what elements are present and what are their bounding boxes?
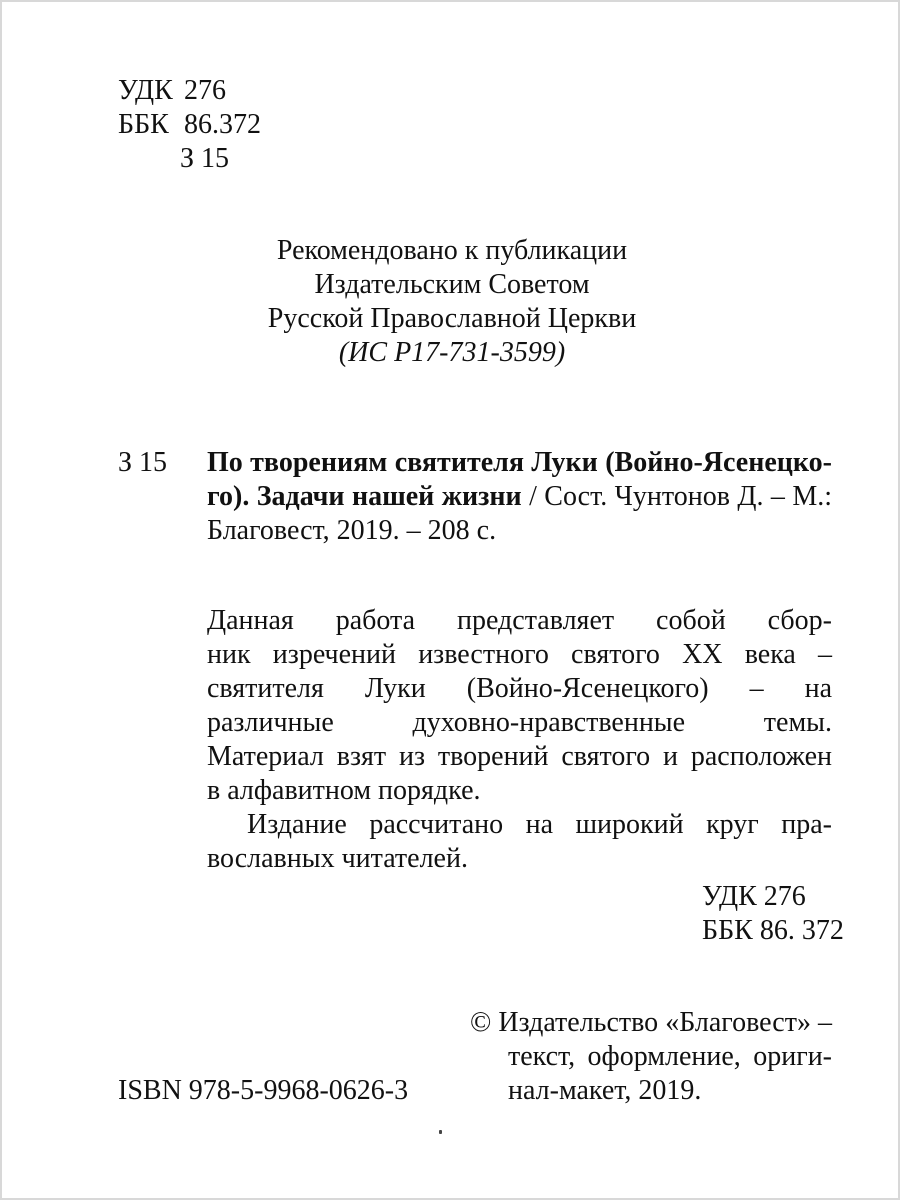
bibliographic-description xyxy=(207,446,832,548)
classification-top xyxy=(118,74,261,176)
bbk-row xyxy=(118,108,261,142)
copyright-line-2: текст, оформление, ориги- xyxy=(508,1041,832,1072)
recommendation-code: (ИС Р17-731-3599) xyxy=(338,337,566,368)
annotation-line-7: Издание рассчитано на широкий круг пра- xyxy=(247,809,832,840)
annotation-line-3: святителя Луки (Войно-Ясенецкого) – на xyxy=(207,673,832,704)
copyright-line-3: нал-макет, 2019. xyxy=(508,1075,702,1106)
recommendation-line-1: Рекомендовано к публикации xyxy=(276,235,628,266)
udk-label: УДК xyxy=(118,75,173,106)
copyright-block xyxy=(470,1006,832,1108)
isbn: ISBN 978-5-9968-0626-3 xyxy=(118,1075,409,1106)
udk-bottom: УДК 276 xyxy=(702,881,806,912)
annotation-line-4: различные духовно-нравственные темы. xyxy=(207,707,832,738)
biblio-line-2 xyxy=(207,480,832,514)
bbk-value: 86.372 xyxy=(184,109,261,140)
copyright-line-1: © Издательство «Благовест» – xyxy=(470,1007,832,1038)
annotation-line-5: Материал взят из творений святого и расположен xyxy=(207,741,832,772)
annotation-line-6: в алфавитном порядке. xyxy=(207,775,481,806)
recommendation-line-3: Русской Православной Церкви xyxy=(267,303,637,334)
biblio-compiler: / Сост. Чунтонов Д. – М.: xyxy=(521,481,832,512)
annotation-line-8: вославных читателей. xyxy=(207,843,468,874)
author-code: З 15 xyxy=(180,143,230,174)
udk-row xyxy=(118,74,261,108)
classification-bottom xyxy=(702,880,844,948)
annotation-line-1: Данная работа представляет собой сбор- xyxy=(207,605,832,636)
bbk-bottom: ББК 86. 372 xyxy=(702,915,844,946)
recommendation-line-2: Издательским Советом xyxy=(314,269,590,300)
biblio-author-code: З 15 xyxy=(118,447,168,478)
bbk-label: ББК xyxy=(118,109,169,140)
print-speck xyxy=(439,1130,442,1134)
recommendation-block xyxy=(2,234,900,370)
annotation-block xyxy=(207,604,832,876)
biblio-title-part-2: го). Задачи нашей жизни xyxy=(207,481,522,512)
biblio-line-3: Благовест, 2019. – 208 с. xyxy=(207,515,497,546)
biblio-title-part-1: По творениям святителя Луки (Войно-Ясенецко- xyxy=(207,447,832,478)
biblio-line-1 xyxy=(207,446,832,480)
annotation-line-2: ник изречений известного святого XX века – xyxy=(207,639,832,670)
udk-value: 276 xyxy=(184,75,226,106)
author-code-row xyxy=(118,142,261,176)
